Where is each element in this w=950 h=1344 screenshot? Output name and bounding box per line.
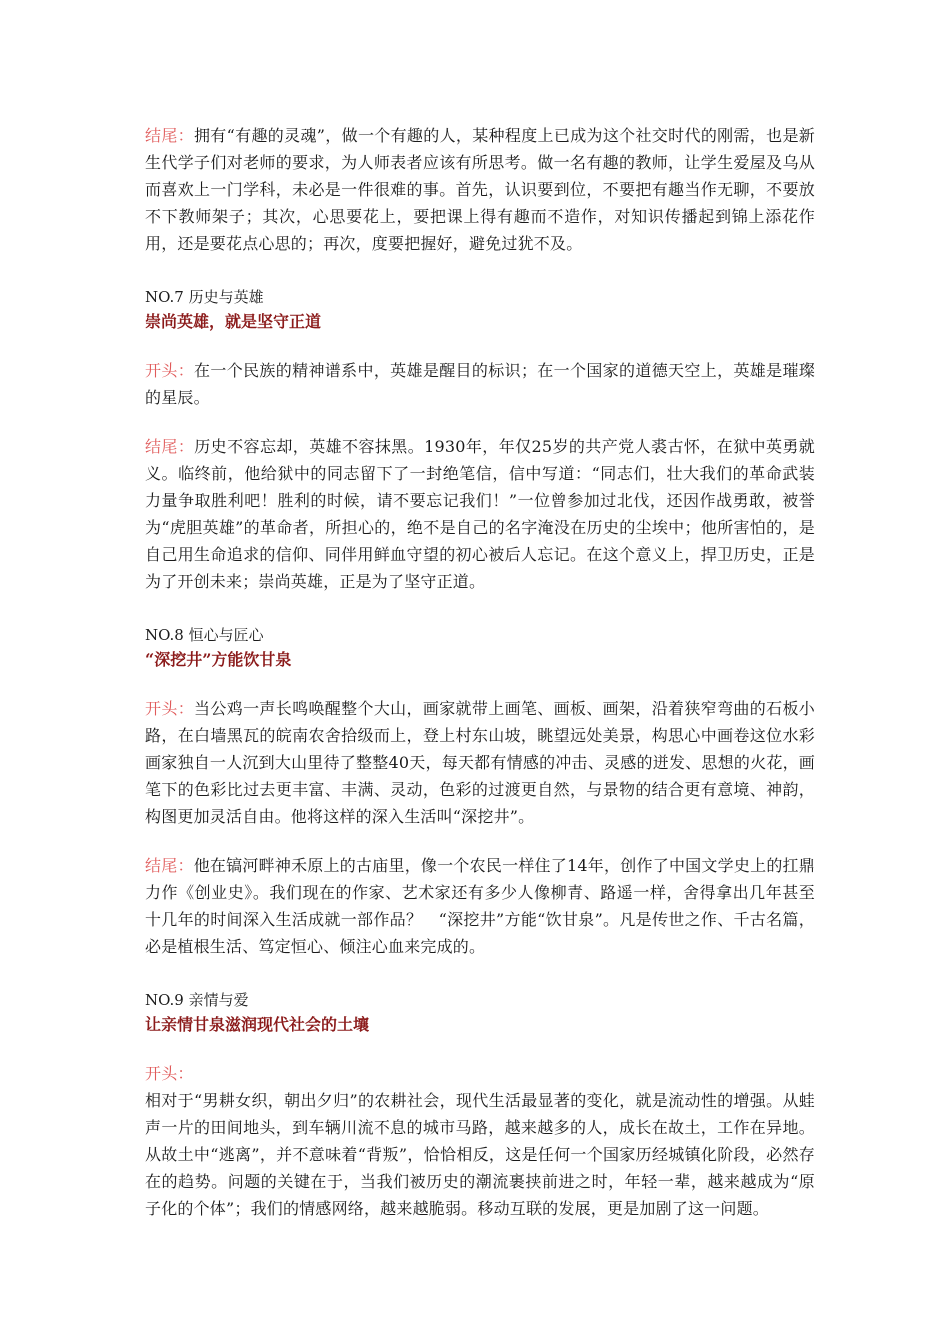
section-no8 [145,623,815,960]
section-no9 [145,988,815,1222]
ending-text: 历史不容忘却，英雄不容抹黑。1930年，年仅25岁的共产党人裘古怀，在狱中英勇就义。临终前，他给狱中的同志留下了一封绝笔信，信中写道：“同志们，壮大我们的革命武装力量争取胜利吧！胜利的时候，请不要忘记我们！”一位曾参加过北伐，还因作战勇敢，被誉为“虎胆英雄”的革命者，所担心的，绝不是自己的名字淹没在历史的尘埃中；他所害怕的，是自己用生命追求的信仰、同伴用鲜血守望的初心被后人忘记。在这个意义上，捍卫历史，正是为了开创未来；崇尚英雄，正是为了坚守正道。 [145,437,815,591]
opening-paragraph [145,695,815,830]
section-heading: NO.9 亲情与爱 [145,991,249,1009]
opening-text: 当公鸡一声长鸣唤醒整个大山，画家就带上画笔、画板、画架，沿着狭窄弯曲的石板小路，在白墙黑瓦的皖南农舍拾级而上，登上村东山坡，眺望远处美景，构思心中画卷这位水彩画家独自一人沉到大山里待了整整40天，每天都有情感的冲击、灵感的迸发、思想的火花，画笔下的色彩比过去更丰富、丰满、灵动，色彩的过渡更自然，与景物的结合更有意境、神韵，构图更加灵活自由。他将这样的深入生活叫“深挖井”。 [145,699,815,826]
section-heading: NO.8 恒心与匠心 [145,626,264,644]
ending-label: 结尾： [145,856,194,875]
ending-text: 他在镐河畔神禾原上的古庙里，像一个农民一样住了14年，创作了中国文学史上的扛鼎力作《创业史》。我们现在的作家、艺术家还有多少人像柳青、路遥一样，舍得拿出几年甚至十几年的时间深入生活成就一部作品？ “深挖井”方能“饮甘泉”。凡是传世之作、千古名篇，必是植根生活、笃定恒心、倾注心血来完成的。 [145,856,815,956]
intro-ending-paragraph [145,122,815,257]
opening-paragraph [145,357,815,411]
section-title: 崇尚英雄，就是坚守正道 [145,312,322,331]
opening-label: 开头： [145,1064,194,1083]
ending-text: 拥有“有趣的灵魂”，做一个有趣的人，某种程度上已成为这个社交时代的刚需，也是新生代学子们对老师的要求，为人师表者应该有所思考。做一名有趣的教师，让学生爱屋及乌从而喜欢上一门学科，未必是一件很难的事。首先，认识要到位，不要把有趣当作无聊，不要放不下教师架子；其次，心思要花上，要把课上得有趣而不造作，对知识传播起到锦上添花作用，还是要花点心思的；再次，度要把握好，避免过犹不及。 [145,126,815,253]
ending-label: 结尾： [145,126,194,145]
section-title: 让亲情甘泉滋润现代社会的土壤 [145,1015,370,1034]
section-title: “深挖井”方能饮甘泉 [145,650,292,669]
opening-text: 相对于“男耕女织，朝出夕归”的农耕社会，现代生活最显著的变化，就是流动性的增强。从蛙声一片的田间地头，到车辆川流不息的城市马路，越来越多的人，成长在故土，工作在异地。从故土中“逃离”，并不意味着“背叛”，恰恰相反，这是任何一个国家历经城镇化阶段，必然存在的趋势。问题的关键在于，当我们被历史的潮流裹挟前进之时，年轻一辈，越来越成为“原子化的个体”；我们的情感网络，越来越脆弱。移动互联的发展，更是加剧了这一问题。 [145,1091,815,1218]
section-heading: NO.7 历史与英雄 [145,288,264,306]
opening-label: 开头： [145,699,195,718]
document-page [145,122,815,1222]
ending-paragraph [145,852,815,960]
ending-paragraph [145,433,815,595]
ending-label: 结尾： [145,437,195,456]
opening-label: 开头： [145,361,195,380]
opening-text: 在一个民族的精神谱系中，英雄是醒目的标识；在一个国家的道德天空上，英雄是璀璨的星辰。 [145,361,815,407]
section-no7 [145,285,815,595]
